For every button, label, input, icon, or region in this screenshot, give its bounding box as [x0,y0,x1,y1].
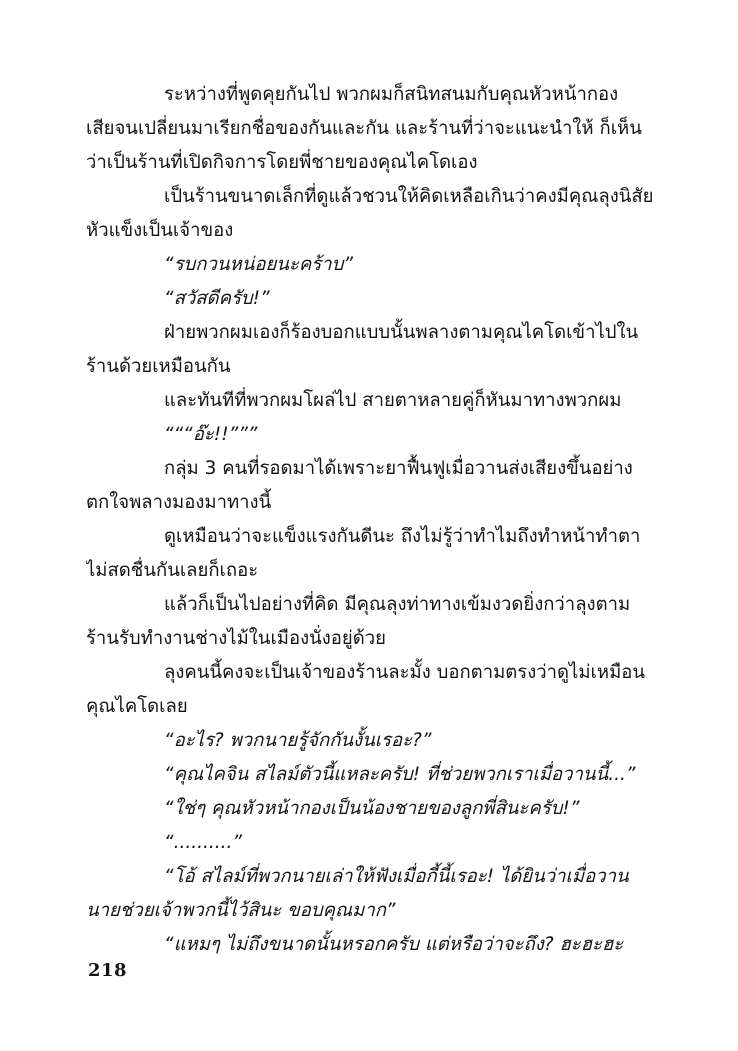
text-line: กลุ่ม 3 คนที่รอดมาได้เพราะยาฟื้นฟูเมื่อวานส่งเสียงขึ้นอย่าง [164,458,633,479]
dialogue-line: “ใช่ๆ คุณหัวหน้ากองเป็นน้องชายของลูกพี่สินะครับ!” [164,798,580,819]
text-line: และทันทีที่พวกผมโผล่ไป สายตาหลายคู่ก็หันมาทางพวกผม [164,390,622,411]
text-line: ระหว่างที่พูดคุยกันไป พวกผมก็สนิทสนมกับคุณหัวหน้ากอง [164,84,619,105]
text-line: ร้านด้วยเหมือนกัน [86,356,231,377]
dialogue-line: “แหมๆ ไม่ถึงขนาดนั้นหรอกครับ แต่หรือว่าจะถึง? ฮะฮะฮะ [164,934,624,955]
text-line: ตกใจพลางมองมาทางนี้ [86,492,272,513]
text-line: ฝ่ายพวกผมเองก็ร้องบอกแบบนั้นพลางตามคุณไคโดเข้าไปใน [164,322,639,343]
text-line: ดูเหมือนว่าจะแข็งแรงกันดีนะ ถึงไม่รู้ว่าทำไมถึงทำหน้าทำตา [164,526,641,547]
page-number: 218 [88,960,128,981]
dialogue-line: “รบกวนหน่อยนะคร้าบ” [164,254,353,275]
dialogue-line: “““อ๊ะ!!””” [164,424,258,445]
dialogue-line: “สวัสดีครับ!” [164,288,270,309]
text-line: แล้วก็เป็นไปอย่างที่คิด มีคุณลุงท่าทางเข้มงวดยิ่งกว่าลุงตาม [164,594,631,615]
text-line: คุณไคโดเลย [86,696,188,717]
dialogue-line: “อะไร? พวกนายรู้จักกันงั้นเรอะ?” [164,730,432,751]
dialogue-line: “..........” [164,832,242,853]
text-line: เป็นร้านขนาดเล็กที่ดูแล้วชวนให้คิดเหลือเกินว่าคงมีคุณลุงนิสัย [164,186,654,207]
dialogue-line: นายช่วยเจ้าพวกนี้ไว้สินะ ขอบคุณมาก” [86,900,396,921]
dialogue-line: “คุณไคจิน สไลม์ตัวนี้แหละครับ! ที่ช่วยพวกเราเมื่อวานนี้...” [164,764,636,785]
text-line: ลุงคนนี้คงจะเป็นเจ้าของร้านละมั้ง บอกตามตรงว่าดูไม่เหมือน [164,662,646,683]
text-line: ไม่สดชื่นกันเลยก็เถอะ [86,560,259,581]
text-line: หัวแข็งเป็นเจ้าของ [86,220,234,241]
text-line: เสียจนเปลี่ยนมาเรียกชื่อของกันและกัน และร้านที่ว่าจะแนะนำให้ ก็เห็น [86,118,642,139]
text-line: ร้านรับทำงานช่างไม้ในเมืองนั่งอยู่ด้วย [86,628,386,649]
text-line: ว่าเป็นร้านที่เปิดกิจการโดยพี่ชายของคุณไคโดเอง [86,152,478,173]
body-text [86,78,654,962]
dialogue-line: “โอ้ สไลม์ที่พวกนายเล่าให้ฟังเมื่อกี้นี้เรอะ! ได้ยินว่าเมื่อวาน [164,866,629,887]
